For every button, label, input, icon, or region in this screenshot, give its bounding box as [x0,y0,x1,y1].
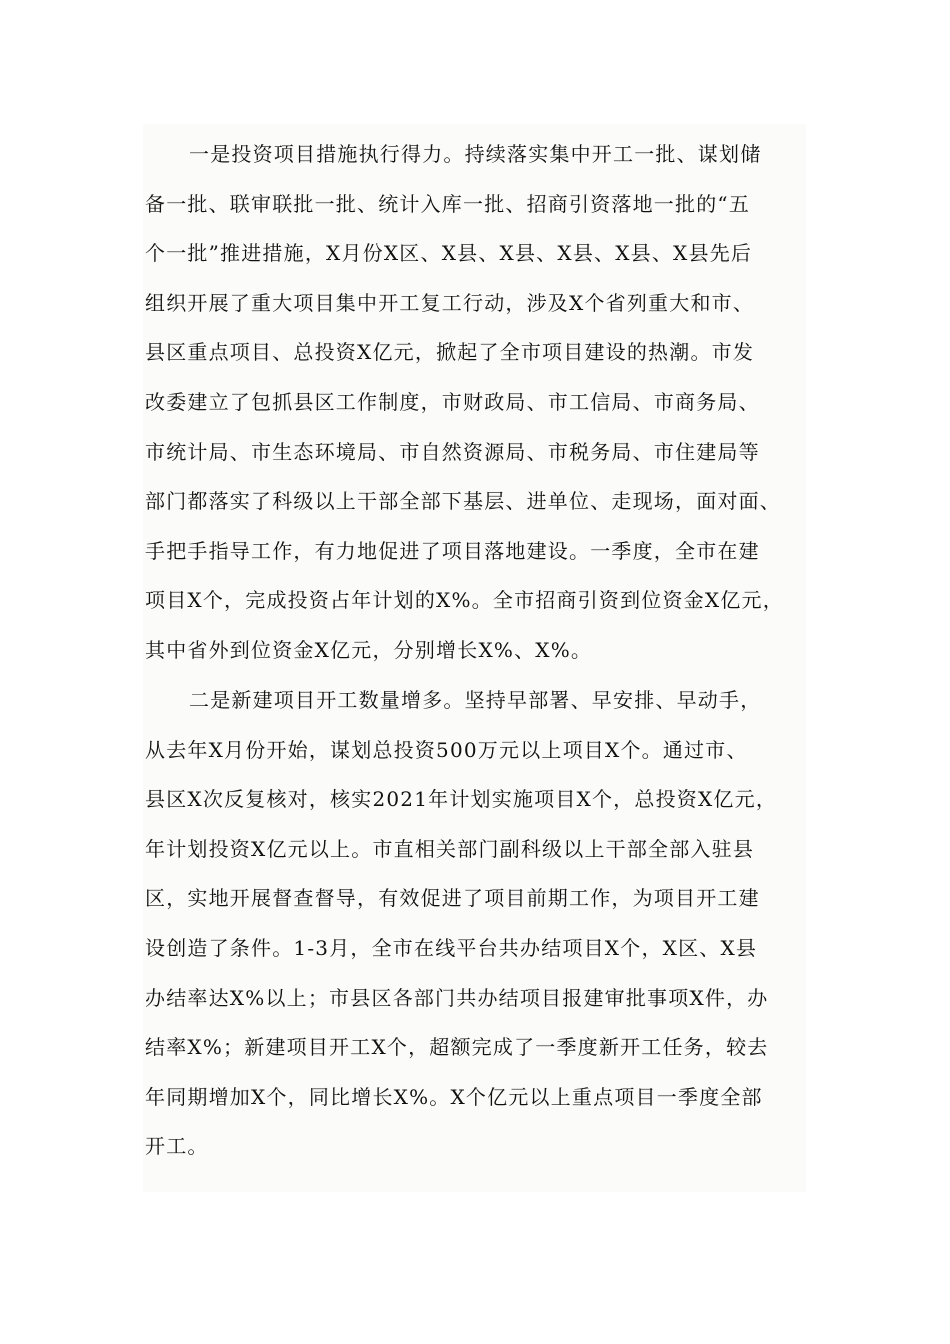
text-line: 办结率达X%以上；市县区各部门共办结项目报建审批事项X件，办 [145,985,769,1010]
text-line: 备一批、联审联批一批、统计入库一批、招商引资落地一批的“五 [145,191,751,216]
text-line: 项目X个，完成投资占年计划的X%。全市招商引资到位资金X亿元， [145,588,784,613]
text-line: 年计划投资X亿元以上。市直相关部门副科级以上干部全部入驻县 [145,836,755,861]
text-line: 个一批”推进措施，X月份X区、X县、X县、X县、X县、X县先后 [145,241,753,266]
paragraph-investment-measures [143,130,806,676]
text-line: 开工。 [145,1134,209,1159]
text-line: 县区重点项目、总投资X亿元，掀起了全市项目建设的热潮。市发 [145,340,755,365]
text-line: 改委建立了包抓县区工作制度，市财政局、市工信局、市商务局、 [145,389,760,414]
text-line: 从去年X月份开始，谋划总投资500万元以上项目X个。通过市、 [145,737,748,762]
text-line: 手把手指导工作，有力地促进了项目落地建设。一季度，全市在建 [145,538,760,563]
text-line: 其中省外到位资金X亿元，分别增长X%、X%。 [145,637,593,662]
text-line: 结率X%；新建项目开工X个，超额完成了一季度新开工任务，较去 [145,1035,769,1060]
text-line: 县区X次反复核对，核实2021年计划实施项目X个，总投资X亿元， [145,787,778,812]
paragraph-new-projects [143,676,806,1172]
text-block [143,124,806,1192]
text-line: 组织开展了重大项目集中开工复工行动，涉及X个省列重大和市、 [145,290,755,315]
text-line: 年同期增加X个，同比增长X%。X个亿元以上重点项目一季度全部 [145,1084,763,1109]
text-line: 区，实地开展督查督导，有效促进了项目前期工作，为项目开工建 [145,886,760,911]
text-line: 设创造了条件。1-3月，全市在线平台共办结项目X个，X区、X县 [145,935,758,960]
text-line: 二是新建项目开工数量增多。坚持早部署、早安排、早动手， [189,688,762,712]
text-line: 市统计局、市生态环境局、市自然资源局、市税务局、市住建局等 [145,439,760,464]
text-line: 部门都落实了科级以上干部全部下基层、进单位、走现场，面对面、 [145,489,781,514]
text-line: 一是投资项目措施执行得力。持续落实集中开工一批、谋划储 [189,142,762,166]
